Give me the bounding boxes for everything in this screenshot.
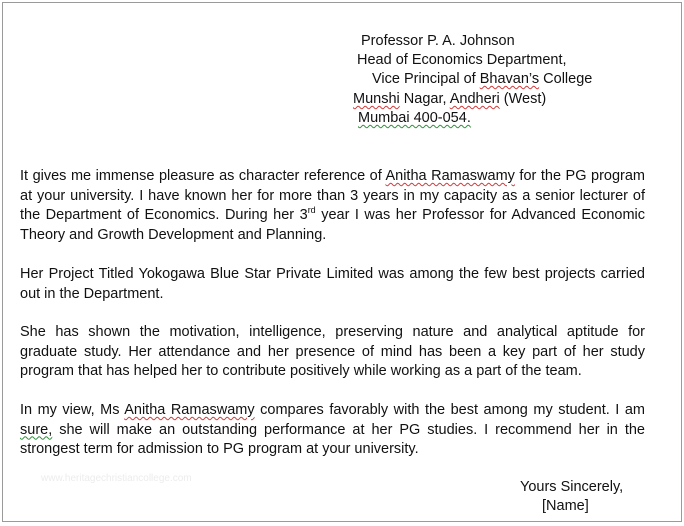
letter-page [2, 2, 682, 522]
recipient-name: Professor P. A. Johnson [361, 33, 515, 49]
p1-text-b: for the PG program at your university. I have known her for more than 3 years in my capacity as a senior lecturer of the Department of Economics. During her 3 [20, 168, 646, 223]
p1-text-c: year I was her Professor for Advanced Economic Theory and Growth Development and Planning. [20, 207, 645, 243]
paragraph-2: Her Project Titled Yokogawa Blue Star Private Limited was among the few best projects carried out in the Department. [20, 266, 645, 302]
p4-text-a: In my view, Ms [20, 402, 125, 418]
candidate-name-2: Anitha Ramaswamy [124, 402, 255, 418]
sure-word: sure, [20, 421, 53, 438]
area-west: (West) [499, 91, 547, 107]
paragraph-3: She has shown the motivation, intelligence, preserving nature and analytical aptitude for graduate study. Her attendance and her presence of mind has been a key part of her study program that has helped her to contribute positively while working as a part of the team. [20, 324, 645, 379]
p4-text-b: compares favorably with the best among my student. I am [254, 402, 645, 418]
area-munshi: Munshi [353, 91, 400, 107]
recipient-role [372, 70, 592, 90]
role-prefix: Vice Principal of [372, 71, 480, 87]
paragraph-4 [20, 401, 645, 460]
p4-text-c: she will make an outstanding performance at her PG studies. I recommend her in the strongest term for admission to PG program at your university. [20, 421, 645, 457]
candidate-name: Anitha Ramaswamy [385, 168, 515, 184]
closing-salutation: Yours Sincerely, [520, 479, 624, 495]
city-text: Mumbai 400-054. [358, 110, 471, 126]
recipient-city [358, 109, 471, 129]
recipient-area [353, 90, 546, 110]
paragraph-1 [20, 167, 645, 245]
signature-name: [Name] [542, 498, 589, 514]
area-andheri: Andheri [449, 91, 500, 107]
role-suffix: College [539, 71, 593, 87]
area-nagar: Nagar, [399, 91, 450, 107]
watermark: www.heritagechristiancollege.com [41, 473, 192, 484]
recipient-title: Head of Economics Department, [357, 52, 567, 68]
college-name: Bhavan’s [479, 71, 540, 87]
ordinal-superscript: rd [307, 205, 316, 216]
p1-text-a: It gives me immense pleasure as character reference of [20, 168, 386, 184]
